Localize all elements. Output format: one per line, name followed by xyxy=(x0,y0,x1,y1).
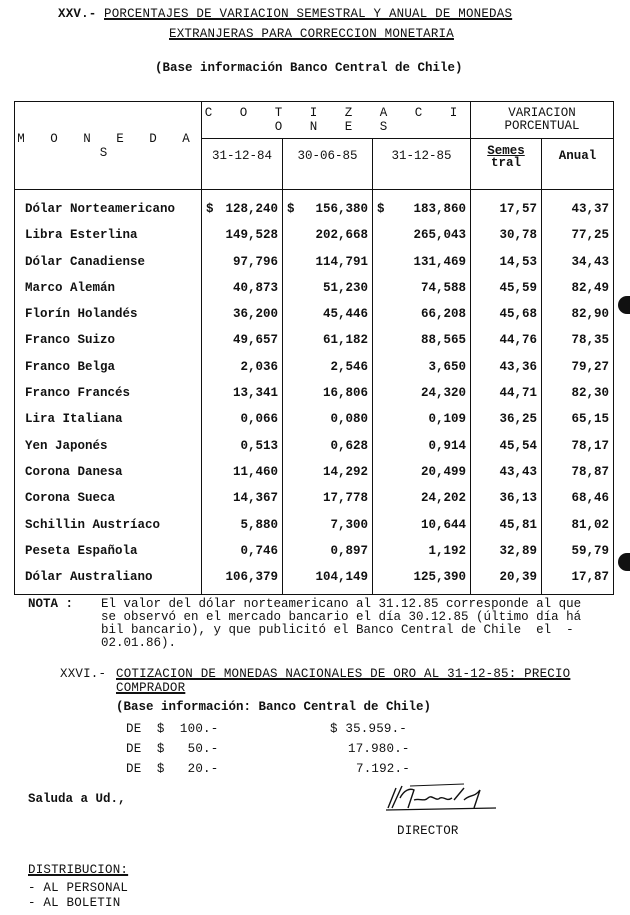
table-cell: Florín Holandés xyxy=(25,307,138,322)
oro-source: (Base información: Banco Central de Chile) xyxy=(116,700,432,714)
cell-value: 104,149 xyxy=(315,570,368,585)
table-cell xyxy=(202,358,282,384)
oro-section-number: XXVI.- xyxy=(60,667,107,681)
currency-symbol xyxy=(373,331,377,357)
oro-row xyxy=(126,722,218,736)
oro-de: DE xyxy=(126,742,142,756)
currency-symbol xyxy=(283,463,287,489)
table-cell xyxy=(202,384,282,410)
table-cell xyxy=(202,542,282,568)
currency-symbol xyxy=(202,305,206,331)
cell-value: 40,873 xyxy=(232,280,278,295)
oro-sym: $ xyxy=(156,722,165,736)
col-header-semestral xyxy=(471,139,542,190)
table-cell: 77,25 xyxy=(571,228,609,243)
currency-symbol xyxy=(202,410,206,436)
table-cell xyxy=(283,253,372,279)
oro-denom: 50.- xyxy=(187,742,219,756)
table-cell xyxy=(283,542,372,568)
currency-symbol xyxy=(202,331,206,357)
table-cell xyxy=(283,226,372,252)
cell-value: 0,746 xyxy=(240,543,278,558)
table-cell xyxy=(283,279,372,305)
cell-value: 2,036 xyxy=(240,359,278,374)
cell-value: 74,588 xyxy=(420,280,466,295)
table-cell xyxy=(202,253,282,279)
table-cell: 36,25 xyxy=(499,412,537,427)
table-cell: 44,76 xyxy=(499,333,537,348)
distribucion-item: - AL PERSONAL xyxy=(28,881,129,895)
currency-symbol xyxy=(283,305,287,331)
table-cell: 78,35 xyxy=(571,333,609,348)
nota-line: El valor del dólar norteamericano al 31.12.85 corresponde al que xyxy=(101,597,582,611)
nota-label: NOTA : xyxy=(28,597,74,611)
nota-line: bil bancario), y que publicitó el Banco Central de Chile el - xyxy=(101,623,574,637)
table-cell xyxy=(283,463,372,489)
col-anual xyxy=(542,190,614,595)
table-cell xyxy=(283,358,372,384)
currency-symbol xyxy=(202,516,206,542)
table-cell xyxy=(373,542,470,568)
table-cell: 78,17 xyxy=(571,438,609,453)
currency-symbol xyxy=(373,279,377,305)
table-cell: 68,46 xyxy=(571,491,609,506)
table-cell xyxy=(373,305,470,331)
col-header-cotizaciones: C O T I Z A C I O N E S xyxy=(202,102,471,139)
table-cell: Dólar Australiano xyxy=(25,570,153,585)
currency-symbol xyxy=(373,568,377,594)
table-cell xyxy=(373,279,470,305)
currency-symbol xyxy=(373,226,377,252)
cell-value: 128,240 xyxy=(225,202,278,216)
table-cell: Franco Suizo xyxy=(25,333,116,348)
table-cell: 17,57 xyxy=(499,202,537,216)
currency-symbol xyxy=(283,384,287,410)
table-cell: 82,90 xyxy=(571,307,609,322)
table-cell: 81,02 xyxy=(571,517,609,532)
oro-de: DE xyxy=(126,722,142,736)
currency-symbol xyxy=(373,253,377,279)
table-cell xyxy=(202,568,282,594)
currency-symbol xyxy=(373,516,377,542)
table-cell: 82,49 xyxy=(571,280,609,295)
currency-symbol xyxy=(202,253,206,279)
cell-value: 131,469 xyxy=(413,254,466,269)
cell-value: 0,914 xyxy=(428,438,466,453)
currency-symbol xyxy=(202,542,206,568)
currency-symbol: $ xyxy=(287,202,295,216)
cell-value: 16,806 xyxy=(322,386,368,401)
cell-value: 45,446 xyxy=(322,307,368,322)
oro-de: DE xyxy=(126,762,142,776)
table-cell: 59,79 xyxy=(571,543,609,558)
table-cell: 14,53 xyxy=(499,254,537,269)
col-cot-3 xyxy=(373,190,471,595)
cell-value: 24,202 xyxy=(420,491,466,506)
table-cell xyxy=(373,253,470,279)
currency-symbol xyxy=(283,279,287,305)
col-monedas xyxy=(15,190,202,595)
cell-value: 2,546 xyxy=(330,359,368,374)
table-cell: Franco Francés xyxy=(25,386,131,401)
table-cell xyxy=(202,226,282,252)
table-cell xyxy=(373,384,470,410)
currency-symbol xyxy=(373,542,377,568)
currency-symbol xyxy=(202,226,206,252)
table-cell xyxy=(283,410,372,436)
table-cell: 43,43 xyxy=(499,464,537,479)
table-cell: 43,37 xyxy=(571,202,609,216)
oro-price: 7.192.- xyxy=(356,762,410,776)
currency-symbol xyxy=(283,358,287,384)
cell-value: 20,499 xyxy=(420,464,466,479)
currency-symbol xyxy=(202,489,206,515)
cell-value: 11,460 xyxy=(232,464,278,479)
oro-denom: 100.- xyxy=(179,722,219,736)
currency-symbol: $ xyxy=(206,202,214,216)
table-cell xyxy=(202,463,282,489)
table-cell: 43,36 xyxy=(499,359,537,374)
table-cell xyxy=(283,568,372,594)
currency-symbol: $ xyxy=(377,202,385,216)
section-number: XXV.- xyxy=(58,7,97,21)
cell-value: 88,565 xyxy=(420,333,466,348)
cell-value: 66,208 xyxy=(420,307,466,322)
table-cell xyxy=(202,437,282,463)
cell-value: 0,066 xyxy=(240,412,278,427)
cell-value: 5,880 xyxy=(240,517,278,532)
cell-value: 106,379 xyxy=(225,570,278,585)
table-cell xyxy=(283,200,372,226)
currency-symbol xyxy=(373,410,377,436)
currency-symbol xyxy=(283,410,287,436)
cell-value: 14,292 xyxy=(322,464,368,479)
table-cell: 44,71 xyxy=(499,386,537,401)
table-cell xyxy=(202,305,282,331)
col-header-date-2: 30-06-85 xyxy=(283,139,373,190)
table-cell xyxy=(373,358,470,384)
table-cell xyxy=(373,516,470,542)
table-cell: Libra Esterlina xyxy=(25,228,138,243)
table-cell xyxy=(373,463,470,489)
table-cell: Franco Belga xyxy=(25,359,116,374)
currency-symbol xyxy=(283,226,287,252)
cell-value: 3,650 xyxy=(428,359,466,374)
table-cell xyxy=(202,200,282,226)
table-cell: Corona Danesa xyxy=(25,464,123,479)
cell-value: 149,528 xyxy=(225,228,278,243)
cell-value: 61,182 xyxy=(322,333,368,348)
table-cell: Lira Italiana xyxy=(25,412,123,427)
cell-value: 0,628 xyxy=(330,438,368,453)
table-cell: Schillin Austríaco xyxy=(25,517,161,532)
table-cell: 79,27 xyxy=(571,359,609,374)
cell-value: 51,230 xyxy=(322,280,368,295)
currency-symbol xyxy=(283,542,287,568)
table-cell xyxy=(373,200,470,226)
oro-row xyxy=(126,742,218,756)
col-header-variacion xyxy=(471,102,614,139)
oro-denom: 20.- xyxy=(187,762,219,776)
distribucion-label: DISTRIBUCION: xyxy=(28,863,129,877)
table-cell: 32,89 xyxy=(499,543,537,558)
page-title-line2: EXTRANJERAS PARA CORRECCION MONETARIA xyxy=(169,27,454,41)
table-cell xyxy=(202,489,282,515)
table-cell xyxy=(202,331,282,357)
currency-symbol xyxy=(202,358,206,384)
oro-sym: $ xyxy=(156,742,165,756)
table-cell xyxy=(283,305,372,331)
table-cell xyxy=(373,331,470,357)
currency-symbol xyxy=(202,463,206,489)
table-cell: 45,68 xyxy=(499,307,537,322)
signer-title: DIRECTOR xyxy=(397,824,459,838)
oro-sym: $ xyxy=(156,762,165,776)
oro-row xyxy=(126,762,218,776)
cell-value: 24,320 xyxy=(420,386,466,401)
nota-text xyxy=(101,598,581,650)
punch-hole-mark xyxy=(618,296,630,314)
table-cell: 20,39 xyxy=(499,570,537,585)
table-cell: Marco Alemán xyxy=(25,280,116,295)
table-cell xyxy=(202,279,282,305)
table-cell xyxy=(373,437,470,463)
table-cell: Dólar Norteamericano xyxy=(25,202,176,216)
oro-price: 17.980.- xyxy=(348,742,410,756)
cell-value: 49,657 xyxy=(232,333,278,348)
table-cell: 36,13 xyxy=(499,491,537,506)
table-cell xyxy=(283,384,372,410)
currency-symbol xyxy=(373,489,377,515)
currency-symbol xyxy=(373,437,377,463)
cell-value: 265,043 xyxy=(413,228,466,243)
table-cell xyxy=(283,331,372,357)
source-note: (Base información Banco Central de Chile) xyxy=(155,61,463,75)
cell-value: 10,644 xyxy=(420,517,466,532)
table-cell xyxy=(283,437,372,463)
table-cell xyxy=(373,489,470,515)
saluda-text: Saluda a Ud., xyxy=(28,792,126,806)
col-header-date-3: 31-12-85 xyxy=(373,139,471,190)
currency-symbol xyxy=(373,384,377,410)
semestral-line1: Semes xyxy=(487,144,525,158)
currency-symbol xyxy=(202,437,206,463)
table-cell xyxy=(202,516,282,542)
table-cell: 45,54 xyxy=(499,438,537,453)
oro-price: $ 35.959.- xyxy=(330,722,408,736)
cell-value: 125,390 xyxy=(413,570,466,585)
cell-value: 7,300 xyxy=(330,517,368,532)
variacion-line1: VARIACION xyxy=(508,106,576,120)
table-cell: 17,87 xyxy=(571,570,609,585)
cell-value: 17,778 xyxy=(322,491,368,506)
variacion-line2: PORCENTUAL xyxy=(504,119,580,133)
signature-icon xyxy=(380,780,500,814)
table-cell xyxy=(373,226,470,252)
table-cell: Yen Japonés xyxy=(25,438,108,453)
punch-hole-mark xyxy=(618,553,630,571)
table-cell xyxy=(283,516,372,542)
col-cot-2 xyxy=(283,190,373,595)
currency-symbol xyxy=(202,279,206,305)
currency-symbol xyxy=(202,568,206,594)
nota-line: 02.01.86). xyxy=(101,636,177,650)
page-title-line1: PORCENTAJES DE VARIACION SEMESTRAL Y ANUAL DE MONEDAS xyxy=(104,7,513,21)
oro-title-line2: COMPRADOR xyxy=(116,681,186,695)
distribucion-item: - AL BOLETIN xyxy=(28,896,121,910)
table-cell: 65,15 xyxy=(571,412,609,427)
cell-value: 1,192 xyxy=(428,543,466,558)
currency-symbol xyxy=(202,384,206,410)
col-header-date-1: 31-12-84 xyxy=(202,139,283,190)
currency-symbol xyxy=(283,437,287,463)
col-header-monedas: M O N E D A S xyxy=(15,102,202,190)
exchange-rate-table xyxy=(14,101,614,595)
table-cell xyxy=(283,489,372,515)
cell-value: 183,860 xyxy=(413,202,466,216)
cell-value: 14,367 xyxy=(232,491,278,506)
col-semestral xyxy=(471,190,542,595)
cell-value: 114,791 xyxy=(315,254,368,269)
table-cell: 45,81 xyxy=(499,517,537,532)
cell-value: 202,668 xyxy=(315,228,368,243)
nota-line: se observó en el mercado bancario el día 30.12.85 (último día há xyxy=(101,610,582,624)
col-header-anual: Anual xyxy=(542,139,614,190)
table-cell: 34,43 xyxy=(571,254,609,269)
table-cell: 78,87 xyxy=(571,464,609,479)
semestral-line2: tral xyxy=(490,156,521,170)
table-cell: Corona Sueca xyxy=(25,491,116,506)
currency-symbol xyxy=(283,489,287,515)
table-cell: Peseta Española xyxy=(25,543,138,558)
cell-value: 0,897 xyxy=(330,543,368,558)
currency-symbol xyxy=(283,331,287,357)
table-cell: Dólar Canadiense xyxy=(25,254,146,269)
table-cell: 30,78 xyxy=(499,228,537,243)
cell-value: 97,796 xyxy=(232,254,278,269)
cell-value: 36,200 xyxy=(232,307,278,322)
table-cell xyxy=(373,568,470,594)
currency-symbol xyxy=(283,253,287,279)
currency-symbol xyxy=(283,568,287,594)
currency-symbol xyxy=(283,516,287,542)
col-cot-1 xyxy=(202,190,283,595)
currency-symbol xyxy=(373,305,377,331)
cell-value: 0,080 xyxy=(330,412,368,427)
currency-symbol xyxy=(373,358,377,384)
cell-value: 13,341 xyxy=(232,386,278,401)
table-cell: 45,59 xyxy=(499,280,537,295)
cell-value: 0,513 xyxy=(240,438,278,453)
cell-value: 156,380 xyxy=(315,202,368,216)
table-cell xyxy=(373,410,470,436)
currency-symbol xyxy=(373,463,377,489)
table-cell xyxy=(202,410,282,436)
cell-value: 0,109 xyxy=(428,412,466,427)
oro-title-line1: COTIZACION DE MONEDAS NACIONALES DE ORO AL 31-12-85: PRECIO xyxy=(116,667,571,681)
table-cell: 82,30 xyxy=(571,386,609,401)
